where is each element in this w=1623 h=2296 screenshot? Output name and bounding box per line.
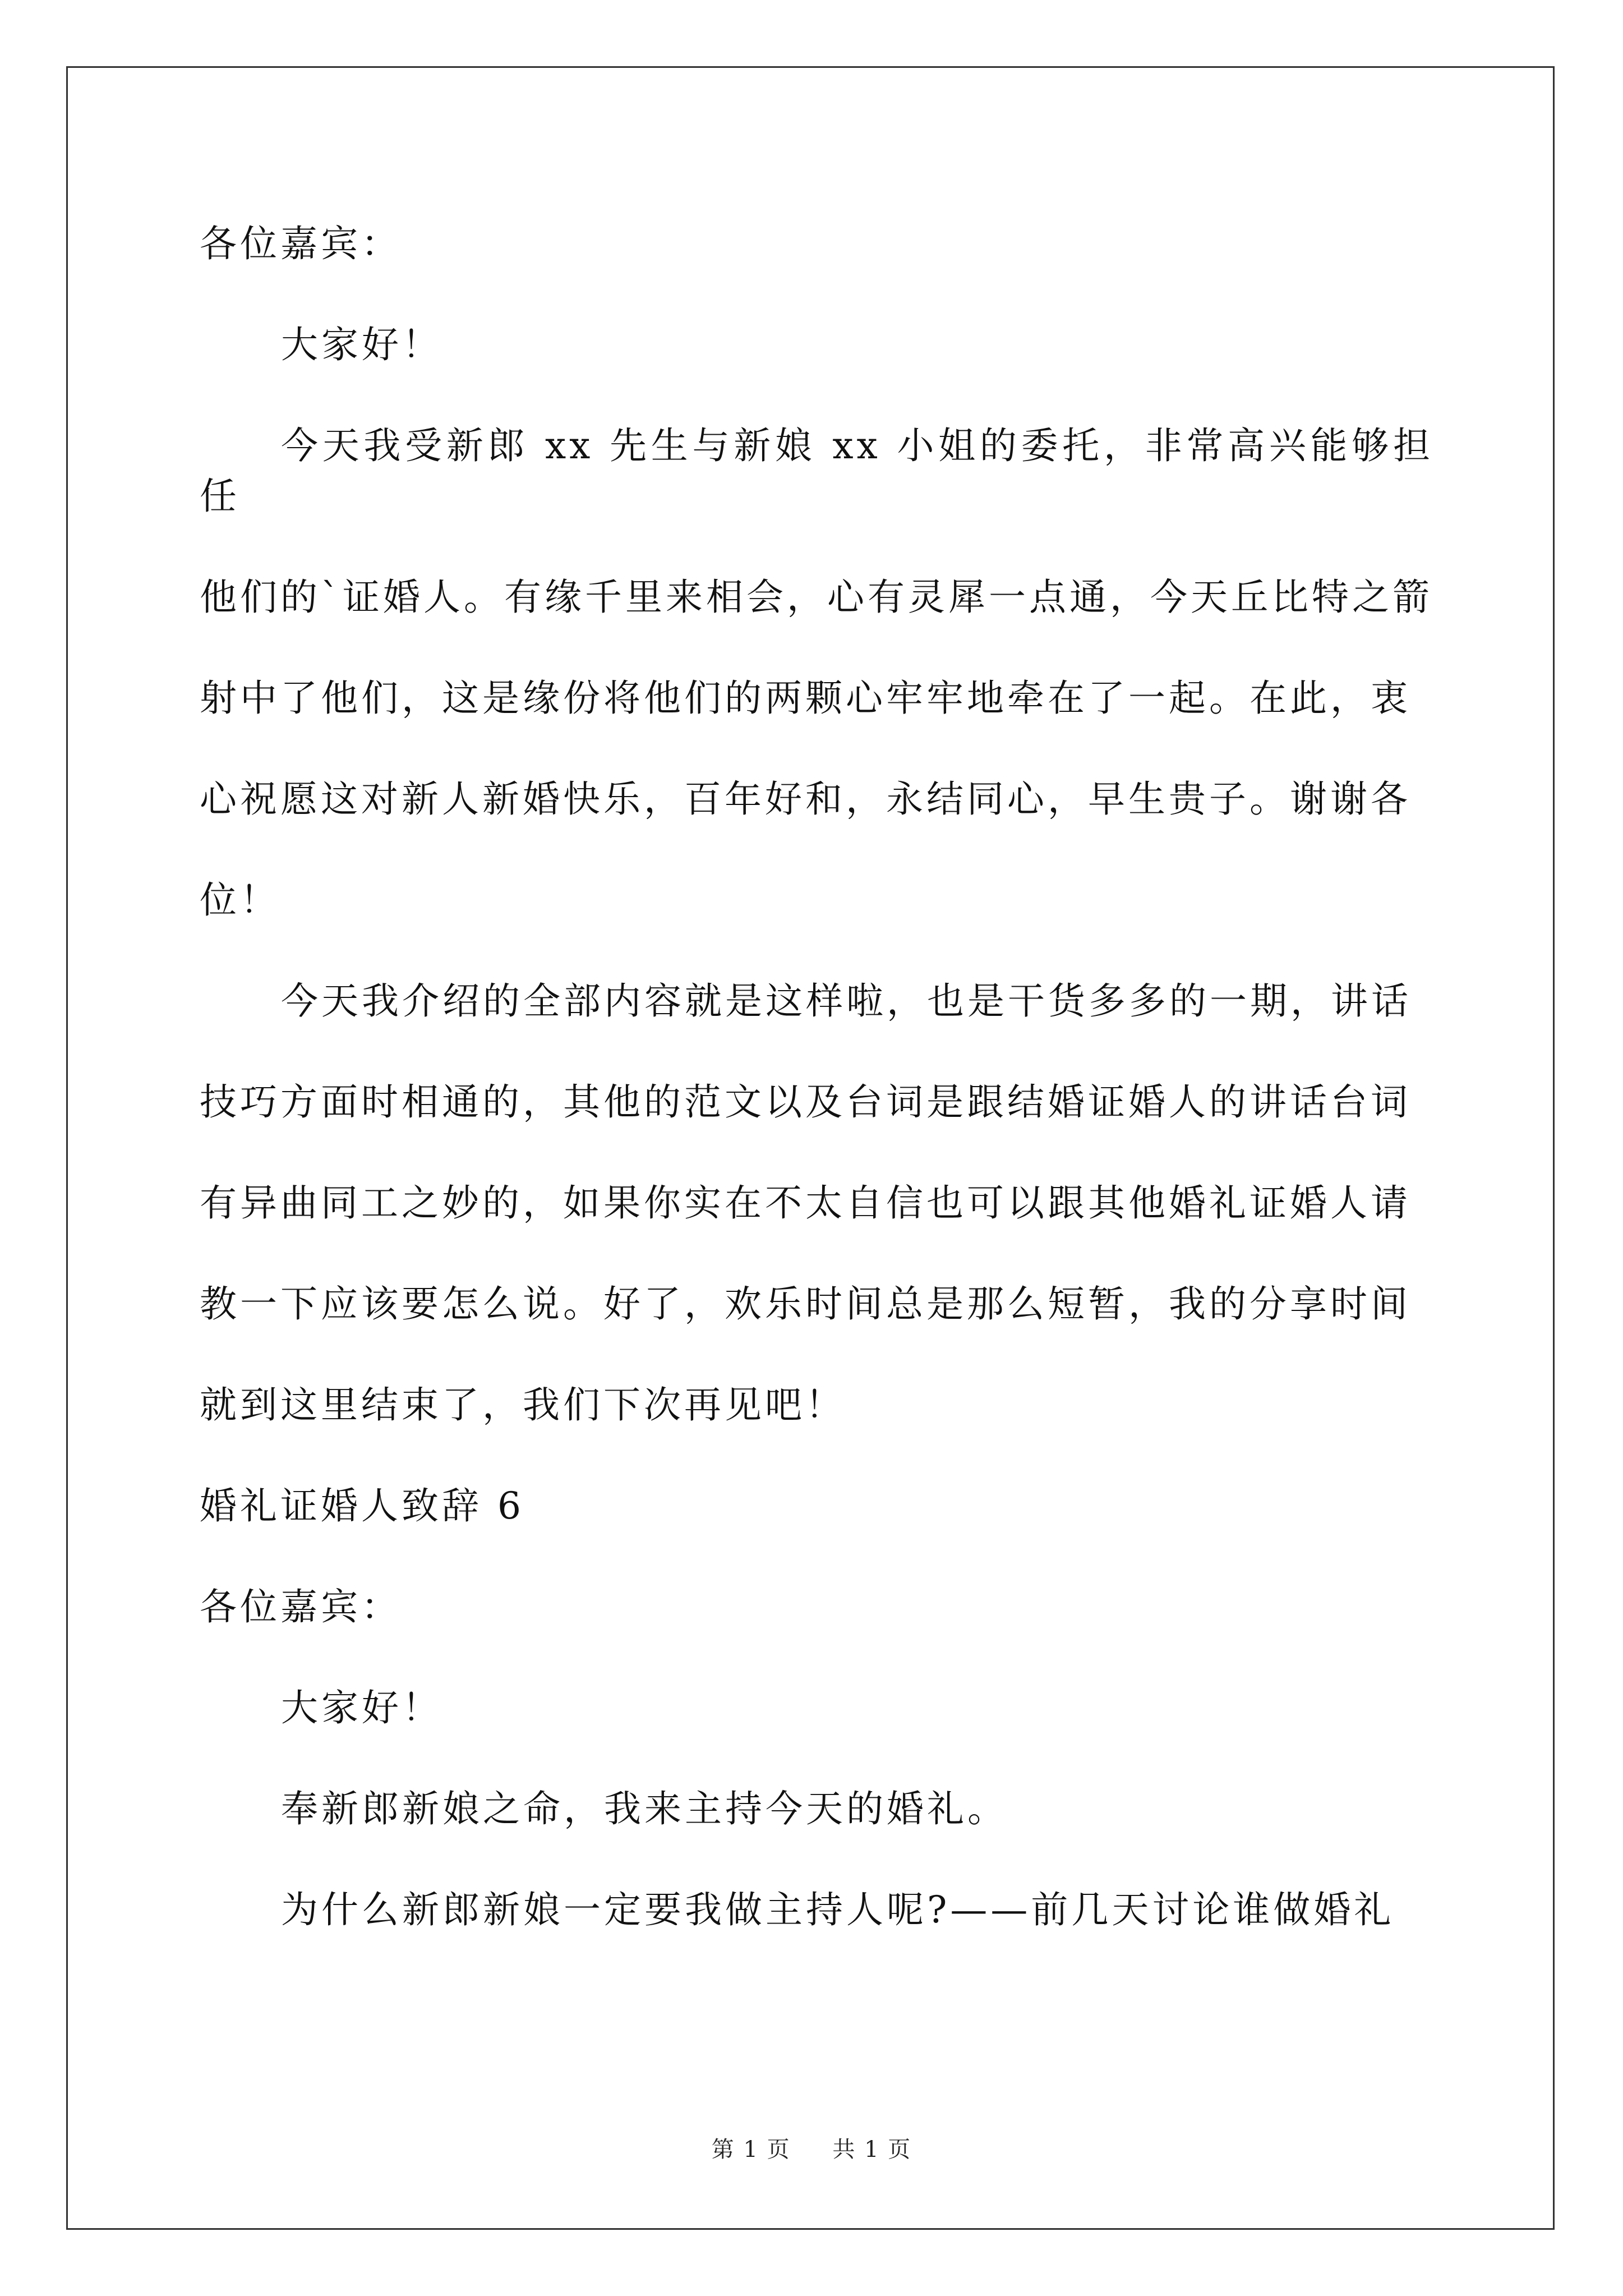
greeting: 大家好！ <box>281 323 442 366</box>
document-body <box>200 219 1433 1986</box>
page-number: 第 1 页 <box>711 2137 791 2162</box>
text-line: 心祝愿这对新人新婚快乐，百年好和，永结同心，早生贵子。谢谢各 <box>200 777 1411 821</box>
salutation: 各位嘉宾： <box>200 1585 402 1628</box>
text-line: 就到这里结束了，我们下次再见吧！ <box>200 1383 846 1427</box>
text-line: 射中了他们，这是缘份将他们的两颗心牢牢地牵在了一起。在此，衷 <box>200 677 1411 720</box>
text-line: 教一下应该要怎么说。好了，欢乐时间总是那么短暂，我的分享时间 <box>200 1282 1411 1326</box>
paragraph: 奉新郎新娘之命，我来主持今天的婚礼。 <box>281 1787 1008 1830</box>
page-footer <box>0 2132 1623 2164</box>
text-line: 技巧方面时相通的，其他的范文以及台词是跟结婚证婚人的讲话台词 <box>200 1080 1411 1124</box>
section-heading: 婚礼证婚人致辞 6 <box>200 1484 524 1527</box>
paragraph: 为什么新郎新娘一定要我做主持人呢?——前几天讨论谁做婚礼 <box>281 1888 1395 1931</box>
page-total: 共 1 页 <box>832 2137 912 2162</box>
text-line: 位！ <box>200 878 280 922</box>
text-line: 今天我介绍的全部内容就是这样啦，也是干货多多的一期，讲话 <box>281 979 1412 1023</box>
text-line: 他们的`证婚人。有缘千里来相会，心有灵犀一点通，今天丘比特之箭 <box>200 576 1433 619</box>
text-line: 有异曲同工之妙的，如果你实在不太自信也可以跟其他婚礼证婚人请 <box>200 1181 1411 1225</box>
paragraph <box>200 976 1433 1430</box>
greeting: 大家好！ <box>281 1686 442 1729</box>
salutation: 各位嘉宾： <box>200 222 402 265</box>
paragraph <box>200 421 1433 926</box>
text-line: 今天我受新郎 xx 先生与新娘 xx 小姐的委托，非常高兴能够担任 <box>200 424 1433 518</box>
